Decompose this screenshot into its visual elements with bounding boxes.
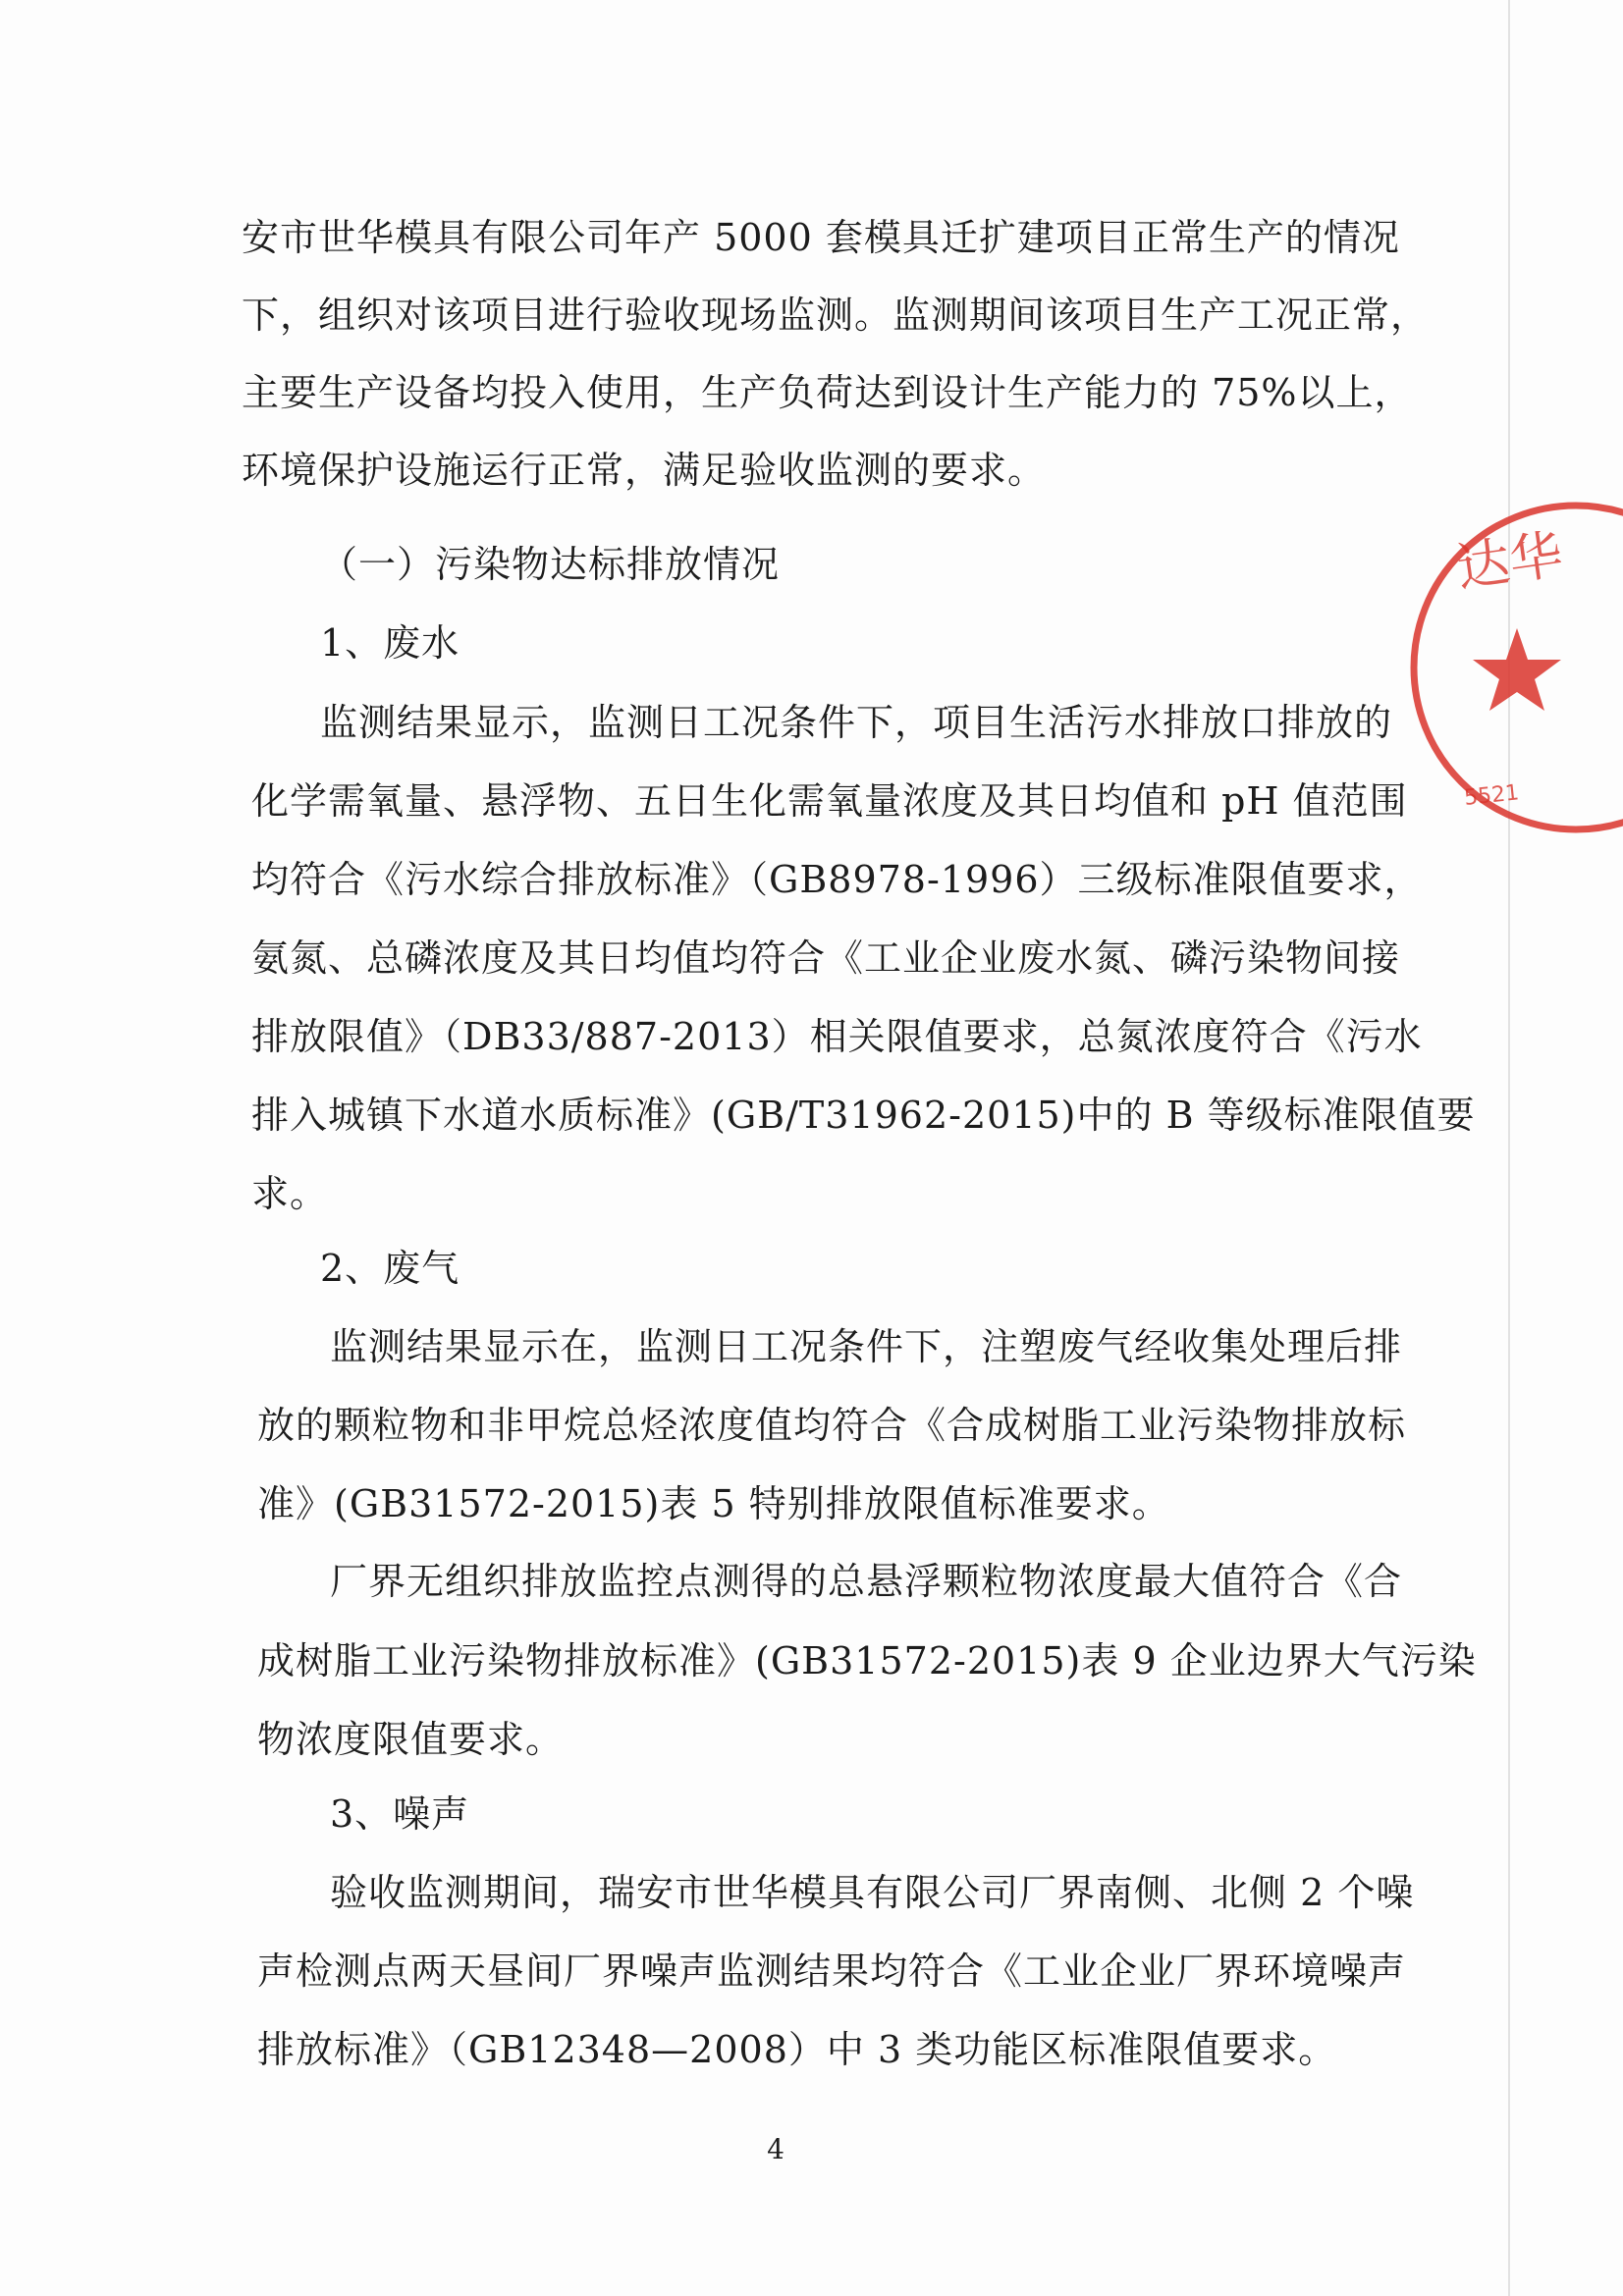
subsection-heading-noise: 3、噪声 [330,1792,470,1836]
body-text-line: 声检测点两天昼间厂界噪声监测结果均符合《工业企业厂界环境噪声 [257,1949,1407,1993]
body-text-line: 成树脂工业污染物排放标准》(GB31572-2015)表 9 企业边界大气污染 [257,1639,1477,1682]
body-text-line: 排放标准》（GB12348—2008）中 3 类功能区标准限值要求。 [257,2028,1337,2071]
page-number: 4 [767,2133,784,2165]
body-text-line: 监测结果显示，监测日工况条件下，项目生活污水排放口排放的 [320,701,1393,744]
body-text-line: 氨氮、总磷浓度及其日均值均符合《工业企业废水氮、磷污染物间接 [251,936,1401,980]
body-text-line: 排入城镇下水道水质标准》(GB/T31962-2015)中的 B 等级标准限值要 [251,1094,1476,1137]
subsection-heading-waste-gas: 2、废气 [320,1247,460,1290]
body-text-line: 主要生产设备均投入使用，生产负荷达到设计生产能力的 75%以上， [242,371,1413,414]
svg-text:达华: 达华 [1452,522,1567,600]
body-text-line: 排放限值》（DB33/887-2013）相关限值要求，总氮浓度符合《污水 [251,1015,1423,1058]
section-heading: （一）污染物达标排放情况 [320,543,781,586]
official-seal-fragment [1443,491,1567,844]
page-edge-divider [1508,0,1510,2296]
subsection-heading-wastewater: 1、废水 [320,621,460,665]
body-text-line: 厂界无组织排放监控点测得的总悬浮颗粒物浓度最大值符合《合 [330,1560,1403,1603]
body-text-line: 放的颗粒物和非甲烷总烃浓度值均符合《合成树脂工业污染物排放标 [257,1404,1407,1447]
body-text-line: 物浓度限值要求。 [257,1718,565,1761]
body-text-line: 求。 [251,1172,329,1215]
body-text-line: 安市世华模具有限公司年产 5000 套模具迁扩建项目正常生产的情况 [242,216,1400,259]
body-text-line: 环境保护设施运行正常，满足验收监测的要求。 [242,449,1047,492]
body-text-line: 准》(GB31572-2015)表 5 特别排放限值标准要求。 [257,1482,1170,1525]
body-text-line: 均符合《污水综合排放标准》（GB8978-1996）三级标准限值要求， [251,858,1423,901]
body-text-line: 化学需氧量、悬浮物、五日生化需氧量浓度及其日均值和 pH 值范围 [251,779,1408,823]
body-text-line: 下，组织对该项目进行验收现场监测。监测期间该项目生产工况正常， [242,294,1430,337]
body-text-line: 监测结果显示在，监测日工况条件下，注塑废气经收集处理后排 [330,1325,1403,1368]
svg-text:5521: 5521 [1463,780,1521,811]
body-text-line: 验收监测期间，瑞安市世华模具有限公司厂界南侧、北侧 2 个噪 [330,1871,1415,1914]
